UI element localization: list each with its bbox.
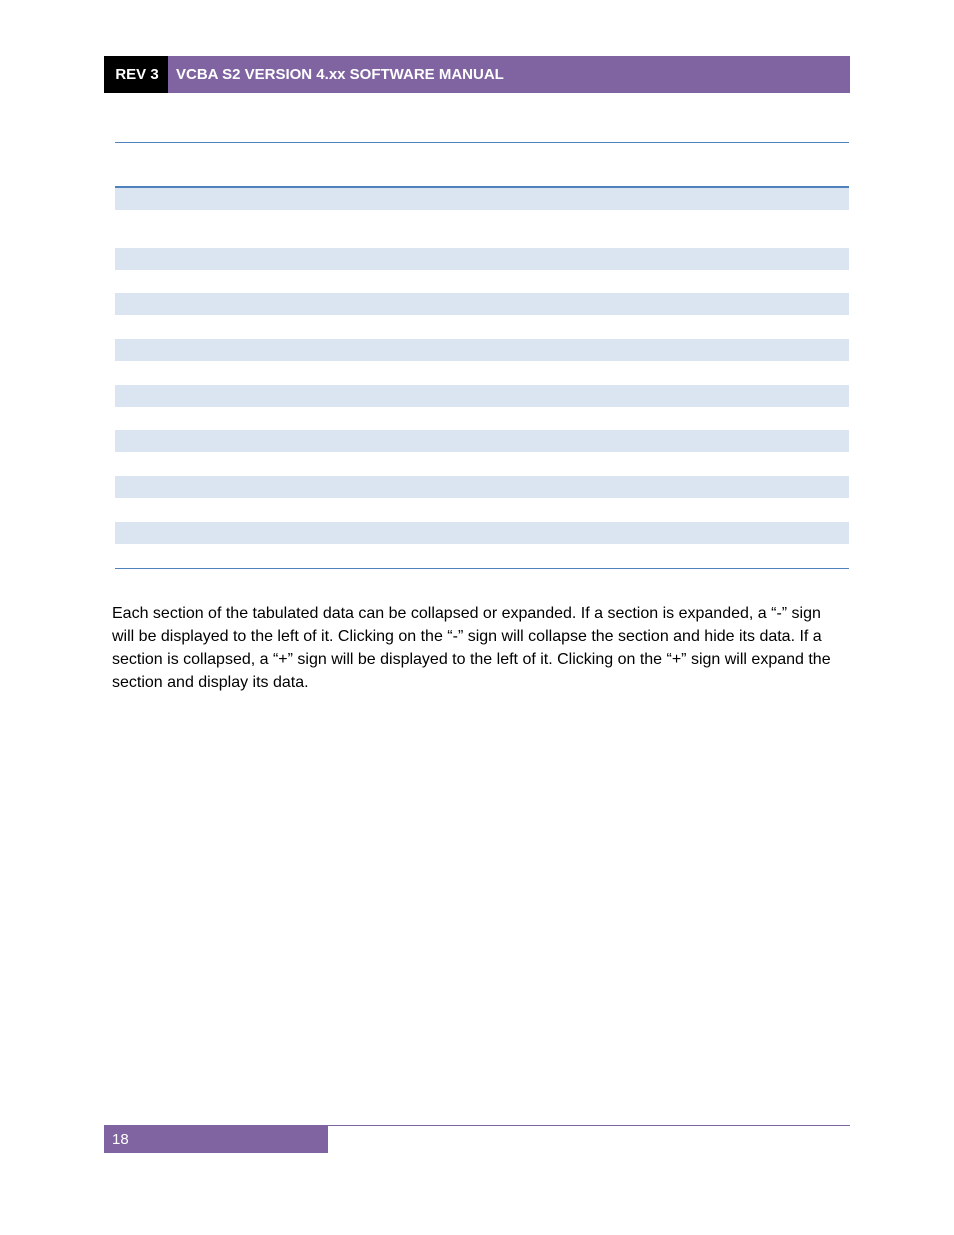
- body-paragraph: Each section of the tabulated data can be collapsed or expanded. If a section is expanded, a “-” sign will be displayed to the left of it. Clicking on the “-” sign will collapse the section and hide its data. If a section is collapsed, a “+” sign will be displayed to the left of it. Clicking on the “+” sign will expand the section and display its data.: [112, 605, 831, 691]
- page-number: 18: [104, 1126, 328, 1153]
- table-top-rule: [115, 142, 849, 143]
- table-row: [115, 522, 849, 544]
- table-row: [115, 385, 849, 407]
- revision-label: REV 3: [104, 56, 168, 93]
- table-row: [115, 430, 849, 452]
- table-row: [115, 476, 849, 498]
- page-header: [104, 56, 850, 93]
- table-row: [115, 339, 849, 361]
- table-bottom-rule: [115, 568, 849, 569]
- document-title: VCBA S2 VERSION 4.xx SOFTWARE MANUAL: [168, 56, 850, 93]
- table-row: [115, 188, 849, 210]
- table-row: [115, 293, 849, 315]
- table-row: [115, 248, 849, 270]
- data-table: [115, 142, 849, 569]
